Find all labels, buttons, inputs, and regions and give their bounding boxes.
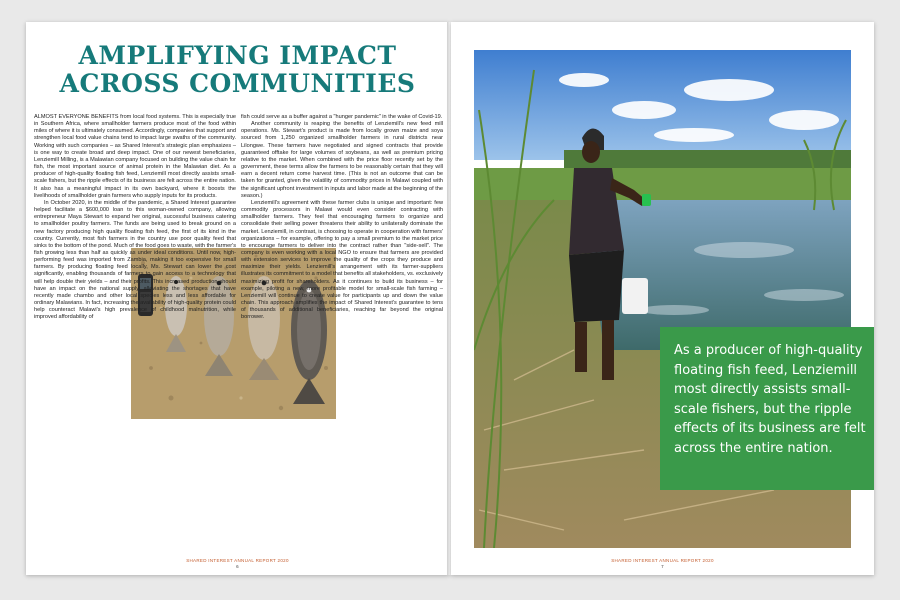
article-paragraph: In October 2020, in the middle of the pandemic, a Shared Interest guarantee helped facilitate a $600,000 loan to this woman-owned company, allowing entrepreneur Maya Stewart to expand her original, successful business catering to smallholder poultry farmers. The funds are being used to break ground on a new factory producing high quality floating fish feed, the first of its kind in the country. Currently, most fish farmers in the country use poor quality feed that sinks to the bottom of the pond. Much of the food goes to waste, with the farmer's fish growing less than half as quickly as under ideal conditions. Until now, high-performing feed was imported from Zambia, making it too expensive for small farmers. By producing floating feed locally, Ms. Stewart can lower the cost significantly, enabling thousands of farmers to gain access to a technology that will help double their yields – and their profits. This increased production should have an impact on the national supply, alleviating the shortages that have recently made chambo and other local species less and less affordable for ordinary Malawians. In fact, increasing the availability of high-quality protein could help counteract Malawi's high prevalence of childhood malnutrition, while improved affordability of <box>34 199 236 321</box>
footer-label: SHARED INTEREST ANNUAL REPORT 2020 <box>611 558 714 563</box>
article-column-1 <box>34 114 236 569</box>
footer-label: SHARED INTEREST ANNUAL REPORT 2020 <box>186 558 289 563</box>
headline <box>26 42 449 98</box>
right-page-footer <box>451 558 874 569</box>
left-page <box>26 22 449 575</box>
article-paragraph: ALMOST EVERYONE BENEFITS from local food systems. This is especially true in Southern Africa, where smallholder farmers produce most of the food within miles of where it is ultimately consumed. Accordingly, companies that support and strengthen local food value chains tend to impact large swaths of the community. Working with such companies – as Shared Interest's strategic plan emphasizes – is one way to create broad and deep impact. One of our newest beneficiaries, Lenziemill Milling, is a Malawian company focused on building the value chain for fish, the most important source of animal protein in the Malawian diet. As a producer of high-quality floating fish feed, Lenziemill most directly assists small-scale fishers, but the ripple effects of its business are felt across the entire nation. It also has a meaningful impact in its own backyard, where it boosts the livelihoods of smallholder grain farmers who supply inputs for its products. <box>34 114 236 199</box>
headline-line-1: AMPLIFYING IMPACT <box>78 41 397 70</box>
article-column-2 <box>241 114 443 569</box>
page-number: 7 <box>661 564 664 569</box>
article-paragraph: Lenziemill's agreement with these farmer clubs is unique and important: few commodity processors in Malawi would even consider contracting with smallholder farmers. They feel that encouraging farmers to organize and consolidate their selling power threatens their ability to unilaterally dominate the market. Lenziemill, in contrast, is choosing to operate in cooperation with farmers' organizations – for example, offering to pay a small premium to the market price to encourage farmers to deliver into the contract rather than "side-sell". The company is even working with a local NGO to ensure that farmers are provided with extension services to improve the quality of the crops they produce and maximize their yields. Lenziemill's arrangement with its farmer-suppliers illustrates its commitment to a model that benefits all stakeholders, vs. exclusively maximizing profit for shareholders. As it continues to build its business – for example, piloting a new, more profitable model for small-scale fish farming – Lenziemill will continue to create value for participants up and down the value chain. This approach amplifies the impact of Shared Interest's guarantee to tens of thousands of additional beneficiaries, reaching far beyond the original borrower. <box>241 199 443 321</box>
headline-line-2: ACROSS COMMUNITIES <box>59 69 416 98</box>
article-paragraph: fish could serve as a buffer against a "hunger pandemic" in the wake of Covid-19. <box>241 114 443 120</box>
pull-quote-box <box>660 327 874 490</box>
right-page <box>451 22 874 575</box>
article-paragraph: Another community is reaping the benefits of Lenziemill's new feed mill operations. Ms. Stewart's product is made from locally grown maize and soya sourced from 1,250 organized smallholder farmers in rural districts near Lilongwe. These farmers have negotiated and signed contracts that provide guaranteed offtake for large volumes of soybeans, as well as premium pricing relative to the market. When combined with the price floor recently set by the government, these terms allow the farmers to be reasonably certain that they will earn a decent return come harvest time. (This is not an outcome that can be taken for granted, given the volatility of commodity prices in Malawi coupled with the significant upfront investment in inputs and labor made at the beginning of the season.) <box>241 121 443 199</box>
page-number: 6 <box>236 564 239 569</box>
pull-quote: As a producer of high-quality floating fish feed, Lenziemill most directly assists small-scale fishers, but the ripple effects of its business are felt across the entire nation. <box>674 343 866 456</box>
left-page-footer <box>26 558 449 569</box>
